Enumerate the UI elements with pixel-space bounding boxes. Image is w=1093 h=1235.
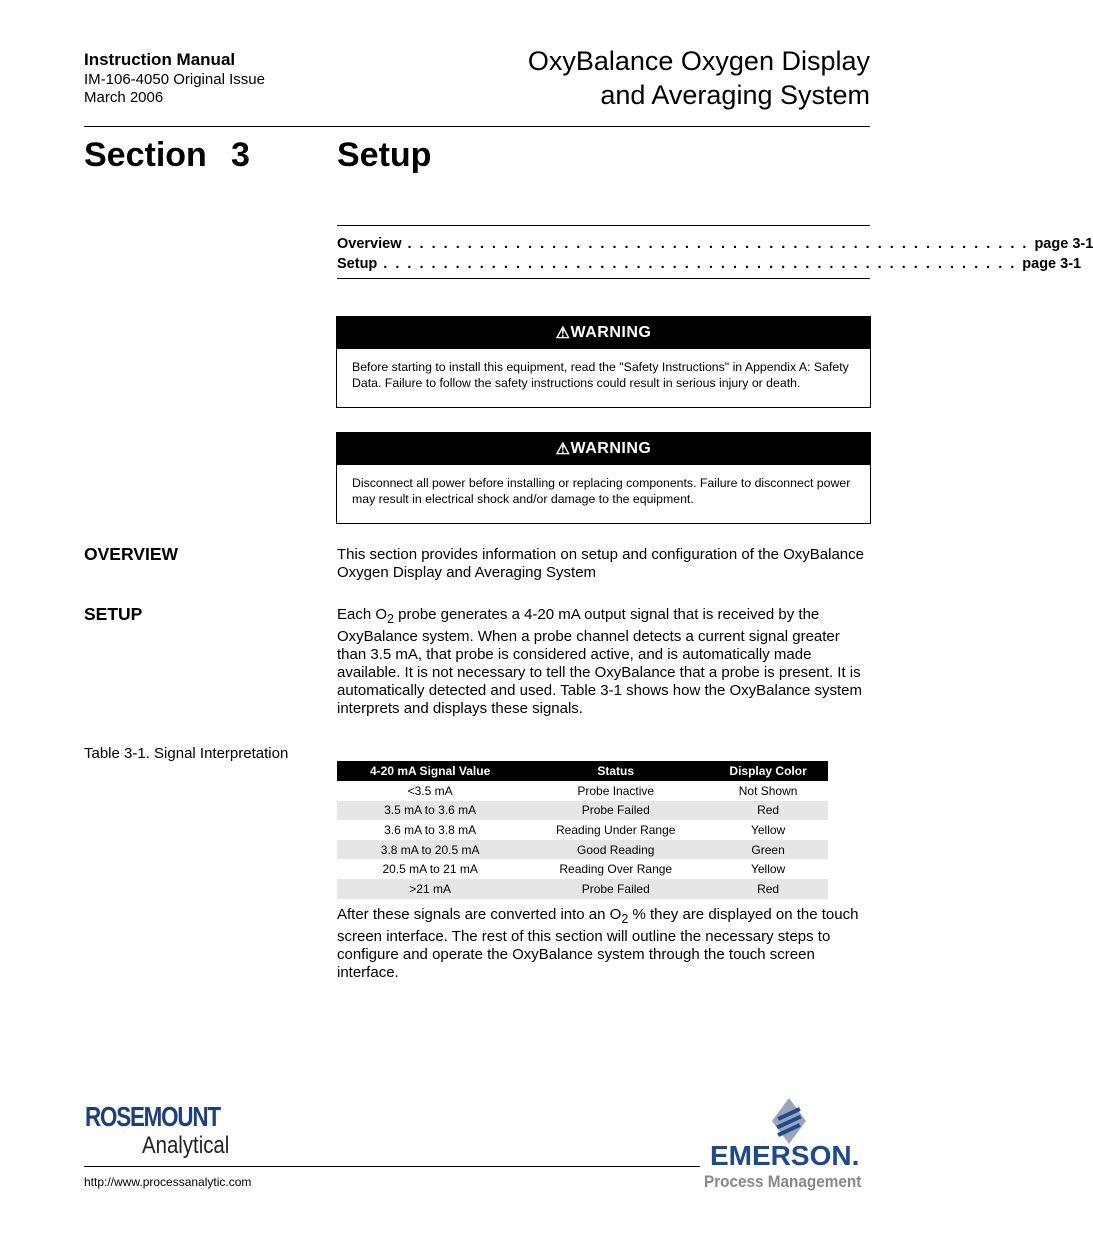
warning-box-safety <box>336 316 871 408</box>
website-link[interactable]: http://www.processanalytic.com <box>84 1175 252 1189</box>
cell-status: Reading Over Range <box>559 862 673 877</box>
doc-title-line1: OxyBalance Oxygen Display <box>527 46 870 76</box>
cell-color: Yellow <box>750 862 786 877</box>
signal-table <box>337 761 828 899</box>
doc-title <box>528 44 870 112</box>
toc-page: page 3-1 <box>1034 236 1093 252</box>
table-row <box>337 801 828 821</box>
header-rule <box>84 126 870 127</box>
cell-signal: >21 mA <box>337 879 523 899</box>
process-management-text: Process Management <box>704 1172 862 1191</box>
cell-color: Not Shown <box>738 783 798 798</box>
cell-status: Probe Failed <box>523 879 708 899</box>
warning-box-power <box>336 432 871 524</box>
warning-header <box>337 433 870 465</box>
toc-item-setup[interactable] <box>337 256 1082 272</box>
warning-triangle-icon: ⚠ <box>555 325 571 342</box>
table-row <box>337 820 828 840</box>
section-number: 3 <box>231 136 250 174</box>
emerson-diamond-icon <box>772 1098 806 1144</box>
setup-heading: SETUP <box>84 604 143 624</box>
toc-item-overview[interactable] <box>337 236 1093 252</box>
section-label: Section <box>84 136 207 174</box>
column-header: 4-20 mA Signal Value <box>337 761 523 781</box>
warning-text: Disconnect all power before installing or replacing components. Failure to disconnect power may result in electrical shock and/or damage to the equipment. <box>352 476 851 506</box>
cell-color: Red <box>708 879 828 899</box>
footer-rule <box>84 1166 700 1167</box>
warning-title: WARNING <box>570 440 652 457</box>
cell-color: Green <box>708 840 828 860</box>
doc-title-line2: and Averaging System <box>600 80 870 110</box>
overview-heading: OVERVIEW <box>84 544 179 564</box>
toc-leader: . . . . . . . . . . . . . . . . . . . . . . . . . . . . . . . . . . . . . . . . . . . . . . . . . . . . <box>407 236 1029 252</box>
table-row <box>337 879 828 899</box>
table-header-row <box>337 761 828 781</box>
cell-status: Probe Inactive <box>577 783 655 798</box>
table-row <box>337 781 828 801</box>
rosemount-logo: ROSEMOUNT <box>85 1101 220 1132</box>
toc-bottom-rule <box>337 278 870 279</box>
warning-triangle-icon: ⚠ <box>555 441 571 458</box>
doc-id: IM-106-4050 Original Issue <box>84 71 265 88</box>
table-caption: Table 3-1. Signal Interpretation <box>84 745 289 762</box>
toc-label: Setup <box>337 256 378 272</box>
toc-label: Overview <box>337 236 402 252</box>
emerson-logo: EMERSON. <box>710 1140 860 1171</box>
manual-label: Instruction Manual <box>84 50 236 69</box>
section-title: Setup <box>337 136 432 174</box>
cell-signal: 3.5 mA to 3.6 mA <box>337 801 523 821</box>
after-table-paragraph: After these signals are converted into an $O_2$ % they are displayed on the touch screen interface. The rest of this section will outline the necessary steps to configure and operate the OxyBalance system through the touch screen interface. <box>337 906 859 981</box>
cell-status: Probe Failed <box>523 801 708 821</box>
cell-color: Red <box>708 801 828 821</box>
warning-title: WARNING <box>570 324 652 341</box>
doc-date: March 2006 <box>84 89 164 106</box>
toc-top-rule <box>337 225 870 226</box>
toc-page: page 3-1 <box>1022 256 1082 272</box>
cell-status: Reading Under Range <box>556 822 676 837</box>
cell-signal: 3.6 mA to 3.8 mA <box>384 822 477 837</box>
toc-leader: . . . . . . . . . . . . . . . . . . . . . . . . . . . . . . . . . . . . . . . . . . . . . . . . . . . . . <box>383 256 1017 272</box>
cell-status: Good Reading <box>523 840 708 860</box>
cell-signal: 20.5 mA to 21 mA <box>382 862 478 877</box>
table-row <box>337 859 828 879</box>
overview-text: This section provides information on setup and configuration of the OxyBalance Oxygen Display and Averaging System <box>337 546 864 581</box>
setup-paragraph: Each $O_2$ probe generates a 4-20 mA output signal that is received by the OxyBalance system. When a probe channel detects a current signal greater than 3.5 mA, that probe is considered active, and is automatically made available. It is not necessary to tell the OxyBalance that a probe is present. It is automatically detected and used. Table 3-1 shows how the OxyBalance system interprets and displays these signals. <box>337 606 863 717</box>
column-header: Status <box>523 761 708 781</box>
cell-signal: <3.5 mA <box>407 783 453 798</box>
cell-color: Yellow <box>750 822 786 837</box>
analytical-logo-text: Analytical <box>142 1132 230 1159</box>
column-header: Display Color <box>708 761 828 781</box>
table-row <box>337 840 828 860</box>
warning-text: Before starting to install this equipment, read the "Safety Instructions" in Appendix A: Safety Data. Failure to follow the safety instructions could result in serious injury or death. <box>352 360 849 390</box>
cell-signal: 3.8 mA to 20.5 mA <box>337 840 523 860</box>
warning-header <box>337 317 870 349</box>
